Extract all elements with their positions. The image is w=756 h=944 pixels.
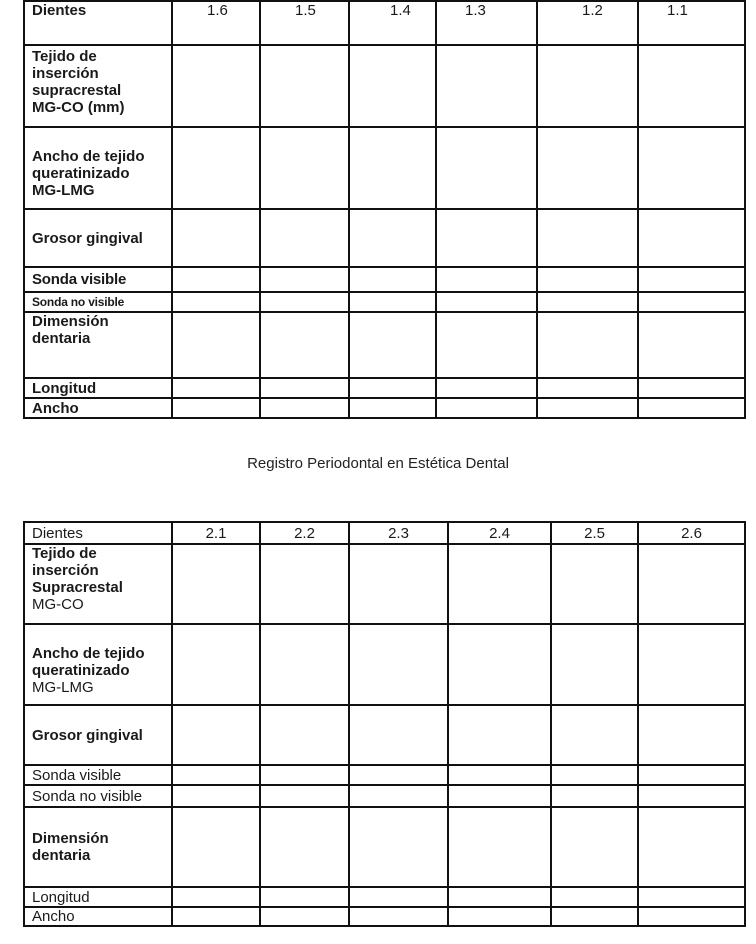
data-cell[interactable] bbox=[260, 45, 349, 127]
label-line: dentaria bbox=[32, 330, 91, 347]
row-label-sonda-no-visible: Sonda no visible bbox=[24, 292, 172, 312]
table-row-tejido bbox=[24, 45, 745, 127]
tooth-number: 1.1 bbox=[638, 1, 745, 45]
data-cell[interactable] bbox=[260, 765, 349, 785]
table-row-ancho bbox=[24, 907, 745, 926]
data-cell[interactable] bbox=[349, 127, 436, 209]
tooth-number: 1.2 bbox=[537, 1, 638, 45]
data-cell[interactable] bbox=[260, 785, 349, 807]
data-cell[interactable] bbox=[349, 765, 448, 785]
data-cell[interactable] bbox=[349, 887, 448, 907]
data-cell[interactable] bbox=[448, 765, 551, 785]
label-line: supracrestal bbox=[32, 82, 122, 99]
data-cell[interactable] bbox=[448, 785, 551, 807]
data-cell[interactable] bbox=[551, 544, 638, 624]
data-cell[interactable] bbox=[448, 807, 551, 887]
row-label-grosor-gingival: Grosor gingival bbox=[24, 705, 172, 765]
data-cell[interactable] bbox=[172, 705, 260, 765]
table-row-dimension bbox=[24, 807, 745, 887]
row-label-longitud: Longitud bbox=[24, 887, 172, 907]
table-header-row bbox=[24, 522, 745, 544]
data-cell[interactable] bbox=[638, 907, 745, 926]
data-cell[interactable] bbox=[638, 378, 745, 398]
data-cell[interactable] bbox=[551, 907, 638, 926]
data-cell[interactable] bbox=[638, 398, 745, 418]
row-label-sonda-visible: Sonda visible bbox=[24, 765, 172, 785]
row-label-longitud: Longitud bbox=[24, 378, 172, 398]
data-cell[interactable] bbox=[551, 624, 638, 705]
row-label-ancho: Ancho bbox=[24, 907, 172, 926]
data-cell[interactable] bbox=[638, 887, 745, 907]
row-label-sonda-visible: Sonda visible bbox=[24, 267, 172, 292]
data-cell[interactable] bbox=[172, 544, 260, 624]
dientes-header-label: Dientes bbox=[24, 1, 172, 45]
data-cell[interactable] bbox=[638, 544, 745, 624]
data-cell[interactable] bbox=[349, 544, 448, 624]
data-cell[interactable] bbox=[260, 292, 349, 312]
row-label-dimension-dentaria bbox=[24, 312, 172, 378]
label-line: Tejido de bbox=[32, 48, 97, 65]
data-cell[interactable] bbox=[172, 624, 260, 705]
data-cell[interactable] bbox=[537, 267, 638, 292]
data-cell[interactable] bbox=[551, 705, 638, 765]
data-cell[interactable] bbox=[436, 292, 537, 312]
data-cell[interactable] bbox=[349, 378, 436, 398]
periodontal-table-upper-right bbox=[23, 0, 746, 419]
label-line: inserción bbox=[32, 562, 99, 579]
data-cell[interactable] bbox=[638, 624, 745, 705]
data-cell[interactable] bbox=[260, 624, 349, 705]
data-cell[interactable] bbox=[537, 312, 638, 378]
label-line: Dimensión bbox=[32, 830, 109, 847]
table-row-sonda-visible bbox=[24, 267, 745, 292]
data-cell[interactable] bbox=[260, 544, 349, 624]
tooth-number: 1.3 bbox=[436, 1, 537, 45]
data-cell[interactable] bbox=[172, 127, 260, 209]
data-cell[interactable] bbox=[260, 887, 349, 907]
row-label-dimension-dentaria bbox=[24, 807, 172, 887]
dientes-header-label: Dientes bbox=[24, 522, 172, 544]
row-label-tejido-insercion bbox=[24, 45, 172, 127]
table-row-ancho-tejido bbox=[24, 127, 745, 209]
label-line: queratinizado bbox=[32, 662, 130, 679]
data-cell[interactable] bbox=[638, 209, 745, 267]
data-cell[interactable] bbox=[172, 209, 260, 267]
data-cell[interactable] bbox=[448, 705, 551, 765]
data-cell[interactable] bbox=[349, 45, 436, 127]
table-row-grosor bbox=[24, 705, 745, 765]
data-cell[interactable] bbox=[349, 292, 436, 312]
data-cell[interactable] bbox=[260, 807, 349, 887]
tooth-number: 2.1 bbox=[172, 522, 260, 544]
data-cell[interactable] bbox=[260, 312, 349, 378]
label-line: MG-CO (mm) bbox=[32, 99, 125, 116]
table-row-sonda-visible bbox=[24, 765, 745, 785]
table-row-tejido bbox=[24, 544, 745, 624]
data-cell[interactable] bbox=[537, 127, 638, 209]
data-cell[interactable] bbox=[638, 807, 745, 887]
label-line: MG-LMG bbox=[32, 679, 94, 696]
data-cell[interactable] bbox=[436, 267, 537, 292]
data-cell[interactable] bbox=[436, 312, 537, 378]
data-cell[interactable] bbox=[436, 378, 537, 398]
data-cell[interactable] bbox=[448, 624, 551, 705]
tooth-number: 2.2 bbox=[260, 522, 349, 544]
data-cell[interactable] bbox=[638, 785, 745, 807]
table-header-row bbox=[24, 1, 745, 45]
data-cell[interactable] bbox=[172, 292, 260, 312]
tooth-number: 2.4 bbox=[448, 522, 551, 544]
data-cell[interactable] bbox=[551, 887, 638, 907]
data-cell[interactable] bbox=[172, 887, 260, 907]
table-row-longitud bbox=[24, 887, 745, 907]
table-row-ancho-tejido bbox=[24, 624, 745, 705]
table-row-grosor bbox=[24, 209, 745, 267]
row-label-ancho-tejido bbox=[24, 624, 172, 705]
data-cell[interactable] bbox=[349, 807, 448, 887]
data-cell[interactable] bbox=[172, 785, 260, 807]
data-cell[interactable] bbox=[172, 267, 260, 292]
data-cell[interactable] bbox=[349, 209, 436, 267]
data-cell[interactable] bbox=[551, 807, 638, 887]
label-line: Dimensión bbox=[32, 313, 109, 330]
label-line: queratinizado bbox=[32, 165, 130, 182]
periodontal-table-upper-left bbox=[23, 521, 746, 927]
data-cell[interactable] bbox=[551, 785, 638, 807]
table-row-sonda-no-visible bbox=[24, 292, 745, 312]
table-row-ancho bbox=[24, 398, 745, 418]
data-cell[interactable] bbox=[448, 887, 551, 907]
data-cell[interactable] bbox=[260, 907, 349, 926]
data-cell[interactable] bbox=[537, 378, 638, 398]
data-cell[interactable] bbox=[172, 765, 260, 785]
data-cell[interactable] bbox=[638, 292, 745, 312]
label-line: MG-LMG bbox=[32, 182, 95, 199]
data-cell[interactable] bbox=[172, 398, 260, 418]
data-cell[interactable] bbox=[638, 705, 745, 765]
data-cell[interactable] bbox=[260, 705, 349, 765]
data-cell[interactable] bbox=[537, 209, 638, 267]
table-row-dimension bbox=[24, 312, 745, 378]
data-cell[interactable] bbox=[638, 127, 745, 209]
data-cell[interactable] bbox=[349, 785, 448, 807]
data-cell[interactable] bbox=[349, 267, 436, 292]
data-cell[interactable] bbox=[172, 807, 260, 887]
label-line: inserción bbox=[32, 65, 99, 82]
data-cell[interactable] bbox=[260, 209, 349, 267]
data-cell[interactable] bbox=[537, 45, 638, 127]
data-cell[interactable] bbox=[349, 624, 448, 705]
label-line: dentaria bbox=[32, 847, 91, 864]
data-cell[interactable] bbox=[537, 292, 638, 312]
data-cell[interactable] bbox=[260, 267, 349, 292]
data-cell[interactable] bbox=[436, 127, 537, 209]
tooth-number: 2.3 bbox=[349, 522, 448, 544]
data-cell[interactable] bbox=[172, 907, 260, 926]
label-line: Supracrestal bbox=[32, 579, 123, 596]
tooth-number: 2.5 bbox=[551, 522, 638, 544]
data-cell[interactable] bbox=[260, 398, 349, 418]
data-cell[interactable] bbox=[260, 378, 349, 398]
data-cell[interactable] bbox=[638, 765, 745, 785]
data-cell[interactable] bbox=[638, 267, 745, 292]
data-cell[interactable] bbox=[436, 45, 537, 127]
data-cell[interactable] bbox=[349, 312, 436, 378]
data-cell[interactable] bbox=[638, 312, 745, 378]
label-line: Ancho de tejido bbox=[32, 645, 145, 662]
row-label-ancho-tejido bbox=[24, 127, 172, 209]
tooth-number: 2.6 bbox=[638, 522, 745, 544]
table-row-sonda-no-visible bbox=[24, 785, 745, 807]
data-cell[interactable] bbox=[349, 705, 448, 765]
page-title: Registro Periodontal en Estética Dental bbox=[247, 455, 509, 472]
data-cell[interactable] bbox=[448, 907, 551, 926]
label-line: Ancho de tejido bbox=[32, 148, 145, 165]
data-cell[interactable] bbox=[436, 398, 537, 418]
tooth-number: 1.6 bbox=[172, 1, 260, 45]
data-cell[interactable] bbox=[260, 127, 349, 209]
data-cell[interactable] bbox=[448, 544, 551, 624]
row-label-tejido-insercion bbox=[24, 544, 172, 624]
row-label-grosor-gingival: Grosor gingival bbox=[24, 209, 172, 267]
data-cell[interactable] bbox=[551, 765, 638, 785]
tooth-number: 1.5 bbox=[260, 1, 349, 45]
data-cell[interactable] bbox=[537, 398, 638, 418]
data-cell[interactable] bbox=[349, 398, 436, 418]
tooth-number: 1.4 bbox=[349, 1, 436, 45]
table-row-longitud bbox=[24, 378, 745, 398]
row-label-ancho: Ancho bbox=[24, 398, 172, 418]
label-line: MG-CO bbox=[32, 596, 84, 613]
data-cell[interactable] bbox=[172, 378, 260, 398]
data-cell[interactable] bbox=[436, 209, 537, 267]
data-cell[interactable] bbox=[638, 45, 745, 127]
data-cell[interactable] bbox=[172, 45, 260, 127]
label-line: Tejido de bbox=[32, 545, 97, 562]
row-label-sonda-no-visible: Sonda no visible bbox=[24, 785, 172, 807]
data-cell[interactable] bbox=[349, 907, 448, 926]
data-cell[interactable] bbox=[172, 312, 260, 378]
